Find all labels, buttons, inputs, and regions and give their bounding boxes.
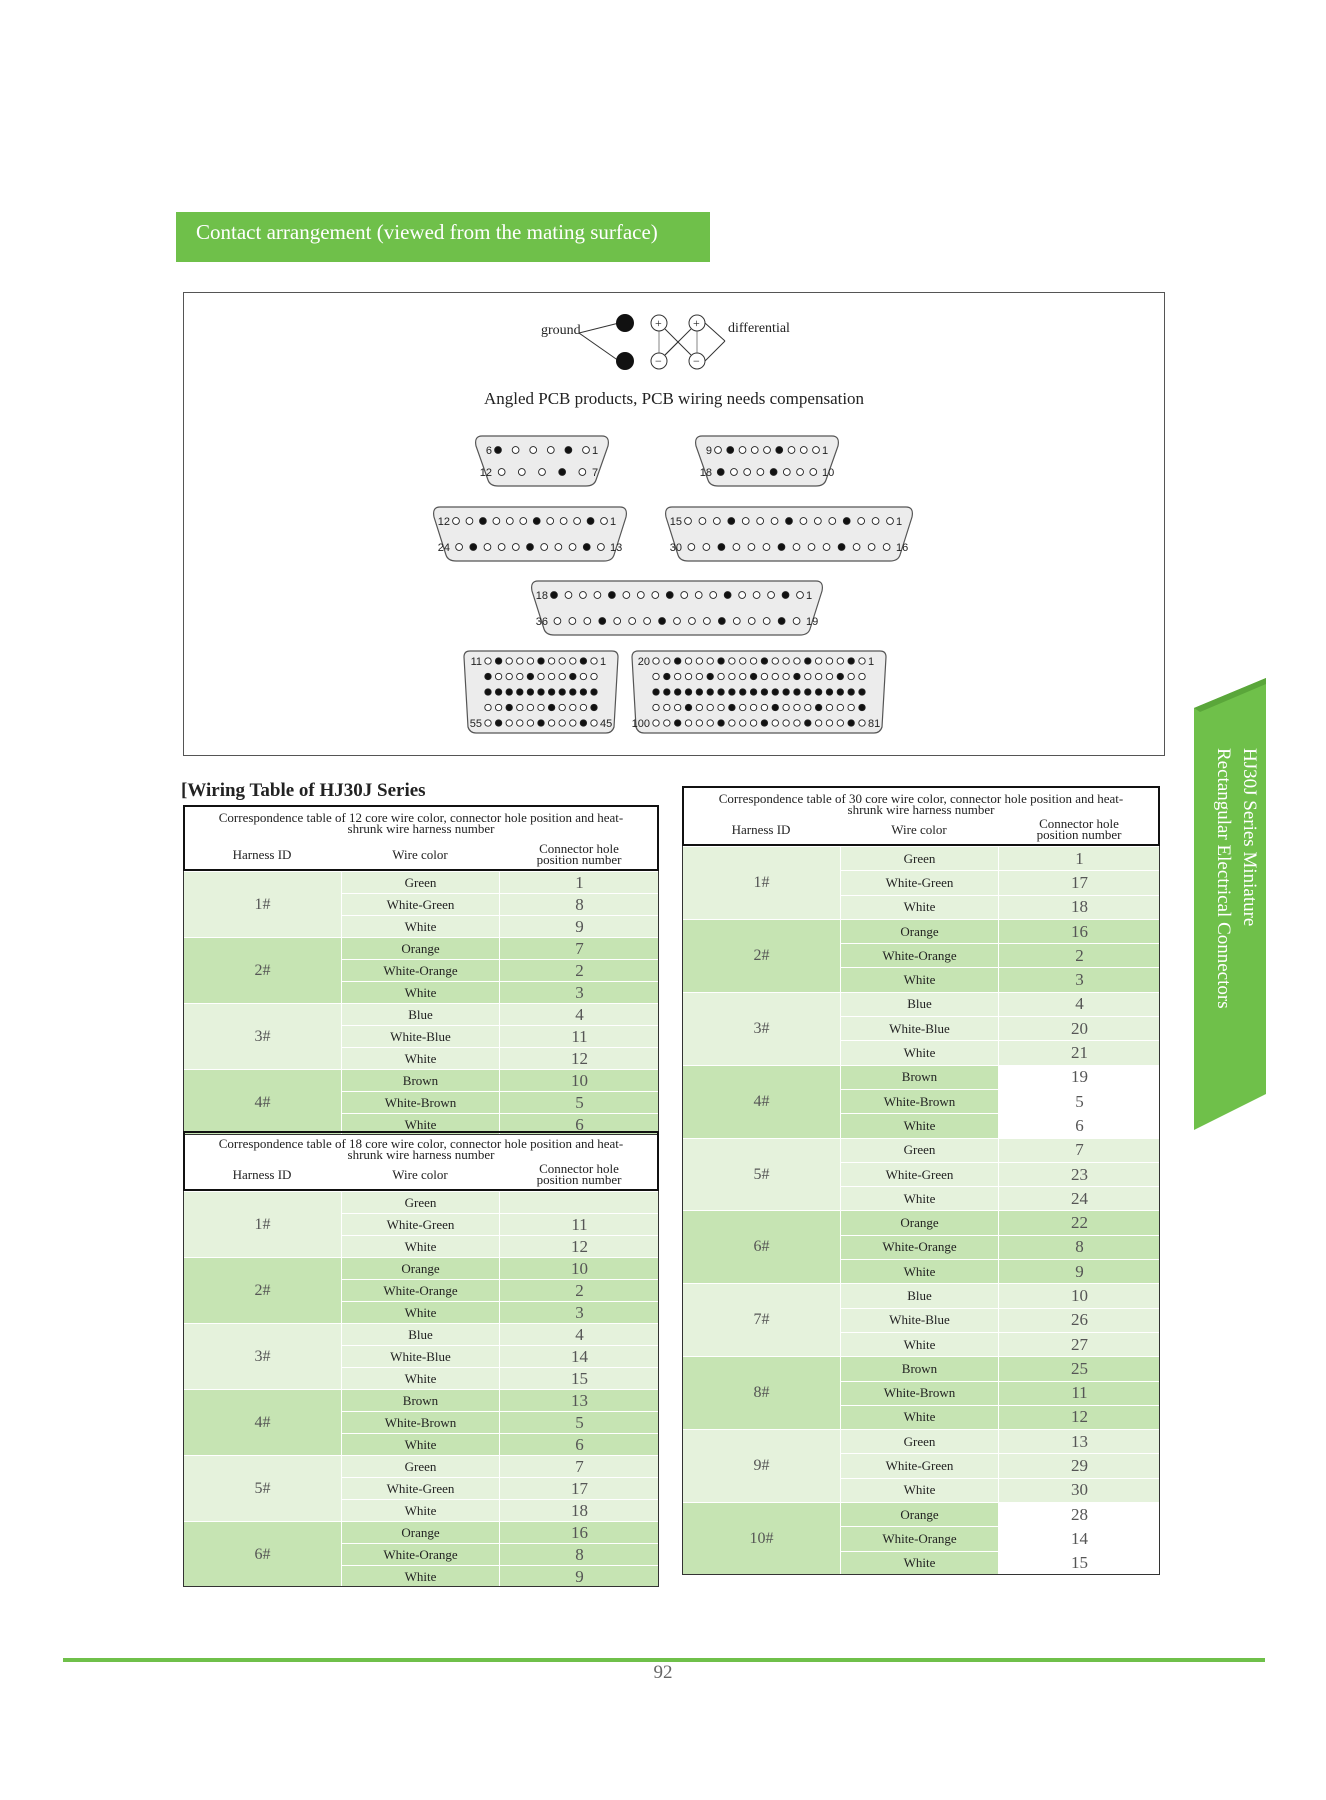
table-row (184, 1258, 660, 1280)
header-wire-color: Wire color (891, 822, 947, 837)
header-harness-id: Harness ID (232, 1167, 292, 1182)
connector-label-bottom-left: 12 (479, 467, 492, 479)
connector-label-bottom-left: 55 (469, 718, 482, 730)
wire-color-cell: White (841, 1114, 999, 1138)
table-row (683, 1211, 1161, 1235)
legend-differential-label: differential (728, 321, 790, 336)
hole-number-cell: 13 (500, 1390, 660, 1412)
connector-label-top-right: 1 (600, 656, 607, 668)
legend-plus-1: + (655, 316, 662, 330)
wire-color-cell: Green (342, 1192, 500, 1214)
header-wire-color: Wire color (392, 847, 448, 862)
hole-number-cell: 8 (999, 1235, 1161, 1259)
table-row (683, 919, 1161, 943)
table-row (184, 1004, 660, 1026)
table-row (683, 1284, 1161, 1308)
header-hole-line1: Connector hole (539, 1161, 619, 1176)
hole-number-cell: 10 (999, 1284, 1161, 1308)
hole-number-cell: 8 (500, 1544, 660, 1566)
wire-color-cell: Orange (342, 1522, 500, 1544)
wire-color-cell: Orange (342, 1258, 500, 1280)
hole-number-cell: 2 (999, 944, 1161, 968)
table-caption-line2: shrunk wire harness number (347, 821, 495, 836)
side-tab-line2: Rectangular Electrical Connectors (1213, 748, 1234, 1009)
hole-number-cell: 2 (500, 960, 660, 982)
connector-label-top-right: 1 (896, 516, 903, 528)
wire-color-cell: White-Orange (342, 1544, 500, 1566)
wire-color-cell: White-Blue (841, 1308, 999, 1332)
table-row (683, 1503, 1161, 1527)
table-caption-line1: Correspondence table of 12 core wire color, connector hole position and heat- (218, 810, 624, 825)
connector-label-top-right: 1 (822, 445, 829, 457)
table-caption (183, 1138, 659, 1160)
hole-number-cell: 17 (500, 1478, 660, 1500)
hole-number-cell: 23 (999, 1162, 1161, 1186)
wire-color-cell: White (342, 1236, 500, 1258)
wire-color-cell: White-Orange (342, 960, 500, 982)
hole-number-cell: 22 (999, 1211, 1161, 1235)
wire-color-cell: Green (342, 872, 500, 894)
wire-color-cell: White (342, 1048, 500, 1070)
table-caption-line1: Correspondence table of 18 core wire color, connector hole position and heat- (218, 1136, 624, 1151)
wire-color-cell: White (342, 982, 500, 1004)
connector-label-top-left: 20 (637, 656, 650, 668)
hole-number-cell: 29 (999, 1454, 1161, 1478)
wire-color-cell: White (342, 1500, 500, 1522)
header-hole-position (499, 1163, 659, 1185)
connector-label-bottom-right: 7 (592, 467, 599, 479)
wire-color-cell: Green (342, 1456, 500, 1478)
harness-id-cell: 2# (184, 1258, 342, 1324)
table-row (184, 1192, 660, 1214)
wire-color-cell: Green (841, 1430, 999, 1454)
table-row (683, 1065, 1161, 1089)
hole-number-cell: 14 (999, 1527, 1161, 1551)
hole-number-cell: 7 (500, 938, 660, 960)
header-hole-line2: position number (536, 852, 622, 867)
harness-id-cell: 3# (683, 992, 841, 1065)
table-row (184, 1324, 660, 1346)
wire-color-cell: White (342, 1302, 500, 1324)
wire-color-cell: White (342, 1368, 500, 1390)
hole-number-cell: 6 (500, 1114, 660, 1136)
hole-number-cell: 12 (500, 1236, 660, 1258)
wire-color-cell: White-Orange (342, 1280, 500, 1302)
hole-number-cell: 18 (500, 1500, 660, 1522)
side-tab (1194, 678, 1266, 1130)
legend-plus-2: + (693, 316, 700, 330)
hole-number-cell: 5 (500, 1412, 660, 1434)
hole-number-cell: 9 (500, 916, 660, 938)
wire-color-cell: White-Blue (342, 1026, 500, 1048)
wire-color-cell: Blue (342, 1004, 500, 1026)
table-row (683, 847, 1161, 871)
table-row (184, 1390, 660, 1412)
wire-color-cell: White (841, 1551, 999, 1575)
connector-label-top-right: 1 (592, 445, 599, 457)
connector-label-top-left: 6 (485, 445, 492, 457)
hole-number-cell: 1 (999, 847, 1161, 871)
hole-number-cell: 6 (500, 1434, 660, 1456)
wire-color-cell: White (841, 1405, 999, 1429)
connector-label-top-left: 9 (705, 445, 712, 457)
hole-number-cell: 7 (500, 1456, 660, 1478)
wire-color-cell: White-Orange (841, 944, 999, 968)
wire-color-cell: White-Brown (342, 1092, 500, 1114)
harness-id-cell: 3# (184, 1324, 342, 1390)
wire-color-cell: Brown (841, 1065, 999, 1089)
connector-label-bottom-right: 81 (868, 718, 881, 730)
wire-color-cell: White (342, 1434, 500, 1456)
hole-number-cell: 11 (500, 1214, 660, 1236)
contact-arrangement-diagram (183, 292, 1165, 756)
wire-color-cell: White (342, 1566, 500, 1588)
wire-color-cell: Orange (841, 1211, 999, 1235)
legend-minus-1: − (655, 354, 662, 368)
connector-face-5 (532, 581, 823, 635)
table-row (683, 1138, 1161, 1162)
wire-color-cell: Brown (342, 1070, 500, 1092)
table-row (184, 872, 660, 894)
table-row (184, 1456, 660, 1478)
wire-color-cell: White-Green (841, 871, 999, 895)
harness-id-cell: 4# (184, 1070, 342, 1136)
connector-label-bottom-right: 16 (896, 542, 909, 554)
hole-number-cell: 19 (999, 1065, 1161, 1089)
wire-color-cell: White (342, 1114, 500, 1136)
hole-number-cell: 11 (500, 1026, 660, 1048)
connector-label-bottom-left: 36 (535, 616, 548, 628)
hole-number-cell: 20 (999, 1017, 1161, 1041)
harness-id-cell: 4# (184, 1390, 342, 1456)
wire-color-cell: White-Green (841, 1454, 999, 1478)
hole-number-cell: 10 (500, 1258, 660, 1280)
hole-number-cell: 14 (500, 1346, 660, 1368)
table-caption (682, 793, 1160, 815)
connector-face-6 (464, 651, 618, 733)
hole-number-cell: 3 (999, 968, 1161, 992)
harness-id-cell: 3# (184, 1004, 342, 1070)
wire-color-cell: White (841, 1332, 999, 1356)
hole-number-cell: 7 (999, 1138, 1161, 1162)
connector-faces (184, 293, 1164, 755)
hole-number-cell: 4 (999, 992, 1161, 1016)
hole-number-cell: 16 (999, 919, 1161, 943)
hole-number-cell: 30 (999, 1478, 1161, 1502)
connector-label-bottom-left: 18 (699, 467, 712, 479)
side-tab-line1: HJ30J Series Miniature (1239, 748, 1260, 927)
connector-face-7 (632, 651, 886, 733)
table-body (682, 846, 1161, 1576)
harness-id-cell: 4# (683, 1065, 841, 1138)
table-row (184, 938, 660, 960)
harness-id-cell: 1# (683, 847, 841, 920)
table-row (184, 1070, 660, 1092)
table-row (683, 1430, 1161, 1454)
hole-number-cell: 5 (999, 1089, 1161, 1113)
harness-id-cell: 2# (184, 938, 342, 1004)
table-caption (183, 812, 659, 834)
hole-number-cell: 15 (500, 1368, 660, 1390)
wire-color-cell: Orange (841, 919, 999, 943)
harness-id-cell: 5# (683, 1138, 841, 1211)
wire-color-cell: White-Brown (841, 1089, 999, 1113)
harness-id-cell: 7# (683, 1284, 841, 1357)
harness-id-cell: 5# (184, 1456, 342, 1522)
hole-number-cell: 28 (999, 1503, 1161, 1527)
header-hole-position (499, 843, 659, 865)
hole-number-cell: 1 (500, 872, 660, 894)
header-wire-color: Wire color (392, 1167, 448, 1182)
hole-number-cell: 6 (999, 1114, 1161, 1138)
wire-color-cell: White (841, 1260, 999, 1284)
harness-id-cell: 1# (184, 872, 342, 938)
harness-id-cell: 6# (683, 1211, 841, 1284)
wire-color-cell: Blue (841, 1284, 999, 1308)
hole-number-cell: 24 (999, 1187, 1161, 1211)
harness-id-cell: 9# (683, 1430, 841, 1503)
hole-number-cell: 3 (500, 1302, 660, 1324)
wire-color-cell: Orange (841, 1503, 999, 1527)
wire-color-cell: White (841, 968, 999, 992)
hole-number-cell: 16 (500, 1522, 660, 1544)
connector-label-bottom-left: 100 (631, 718, 650, 730)
page-number: 92 (653, 1662, 673, 1683)
hole-number-cell: 25 (999, 1357, 1161, 1381)
connector-label-bottom-right: 13 (610, 542, 623, 554)
header-hole-line1: Connector hole (1039, 816, 1119, 831)
connector-face-1 (476, 436, 609, 486)
wire-color-cell: White-Orange (841, 1235, 999, 1259)
hole-number-cell: 11 (999, 1381, 1161, 1405)
connector-label-top-right: 1 (868, 656, 875, 668)
connector-label-bottom-left: 30 (669, 542, 682, 554)
header-hole-line2: position number (536, 1172, 622, 1187)
table-caption-line1: Correspondence table of 30 core wire color, connector hole position and heat- (718, 791, 1124, 806)
wire-color-cell: White-Brown (342, 1412, 500, 1434)
wire-color-cell: White (841, 1041, 999, 1065)
legend-minus-2: − (693, 354, 700, 368)
hole-number-cell: 8 (500, 894, 660, 916)
connector-face-2 (696, 436, 839, 486)
wire-color-cell: White-Orange (841, 1527, 999, 1551)
connector-label-top-left: 15 (669, 516, 682, 528)
wire-color-cell: Blue (342, 1324, 500, 1346)
table-row (683, 1357, 1161, 1381)
harness-id-cell: 1# (184, 1192, 342, 1258)
header-hole-line1: Connector hole (539, 841, 619, 856)
wire-color-cell: White (841, 1478, 999, 1502)
connector-label-bottom-right: 19 (806, 616, 819, 628)
connector-label-bottom-left: 24 (437, 542, 450, 554)
wire-color-cell: White (841, 1187, 999, 1211)
connector-label-bottom-right: 10 (822, 467, 835, 479)
wire-color-cell: White-Green (342, 894, 500, 916)
wire-color-cell: White-Green (342, 1214, 500, 1236)
hole-number-cell: 4 (500, 1004, 660, 1026)
wire-color-cell: Green (841, 847, 999, 871)
wire-color-cell: Green (841, 1138, 999, 1162)
hole-number-cell: 15 (999, 1551, 1161, 1575)
connector-face-3 (434, 507, 627, 561)
section-banner (176, 212, 710, 262)
table-caption-line2: shrunk wire harness number (347, 1147, 495, 1162)
legend-ground-label: ground (541, 323, 581, 338)
hole-number-cell: 4 (500, 1324, 660, 1346)
hole-number-cell: 13 (999, 1430, 1161, 1454)
harness-id-cell: 8# (683, 1357, 841, 1430)
hole-number-cell: 2 (500, 1280, 660, 1302)
wire-color-cell: Brown (342, 1390, 500, 1412)
connector-label-top-left: 12 (437, 516, 450, 528)
wire-color-cell: White-Green (342, 1478, 500, 1500)
harness-id-cell: 10# (683, 1503, 841, 1576)
wire-color-cell: Brown (841, 1357, 999, 1381)
harness-id-cell: 2# (683, 919, 841, 992)
hole-number-cell: 17 (999, 871, 1161, 895)
hole-number-cell: 21 (999, 1041, 1161, 1065)
wire-color-cell: White (841, 895, 999, 919)
hole-number-cell: 12 (500, 1048, 660, 1070)
hole-number-cell: 9 (500, 1566, 660, 1588)
header-hole-position (998, 818, 1160, 840)
hole-number-cell: 3 (500, 982, 660, 1004)
connector-label-bottom-right: 45 (600, 718, 613, 730)
header-harness-id: Harness ID (731, 822, 791, 837)
wire-color-cell: White-Blue (841, 1017, 999, 1041)
wire-color-cell: White-Blue (342, 1346, 500, 1368)
wire-color-cell: White-Green (841, 1162, 999, 1186)
hole-number-cell: 12 (999, 1405, 1161, 1429)
connector-label-top-right: 1 (806, 590, 813, 602)
table-row (683, 992, 1161, 1016)
connector-label-top-left: 11 (470, 656, 482, 668)
diagram-caption: Angled PCB products, PCB wiring needs compensation (483, 389, 865, 408)
wire-color-cell: Blue (841, 992, 999, 1016)
hole-number-cell: 27 (999, 1332, 1161, 1356)
wire-color-cell: White-Brown (841, 1381, 999, 1405)
hole-number-cell: 26 (999, 1308, 1161, 1332)
harness-id-cell: 6# (184, 1522, 342, 1588)
table-body (183, 871, 660, 1136)
header-hole-line2: position number (1036, 827, 1122, 842)
wiring-table-title: [Wiring Table of HJ30J Series (181, 780, 426, 801)
hole-number-cell: 18 (999, 895, 1161, 919)
hole-number-cell (500, 1192, 660, 1214)
header-harness-id: Harness ID (232, 847, 292, 862)
connector-label-top-right: 1 (610, 516, 617, 528)
table-caption-line2: shrunk wire harness number (847, 802, 995, 817)
hole-number-cell: 9 (999, 1260, 1161, 1284)
banner-text: Contact arrangement (viewed from the mating surface) (196, 220, 658, 244)
connector-face-4 (666, 507, 913, 561)
connector-label-top-left: 18 (535, 590, 548, 602)
table-body (183, 1191, 660, 1588)
hole-number-cell: 10 (500, 1070, 660, 1092)
wire-color-cell: Orange (342, 938, 500, 960)
wire-color-cell: White (342, 916, 500, 938)
hole-number-cell: 5 (500, 1092, 660, 1114)
table-row (184, 1522, 660, 1544)
